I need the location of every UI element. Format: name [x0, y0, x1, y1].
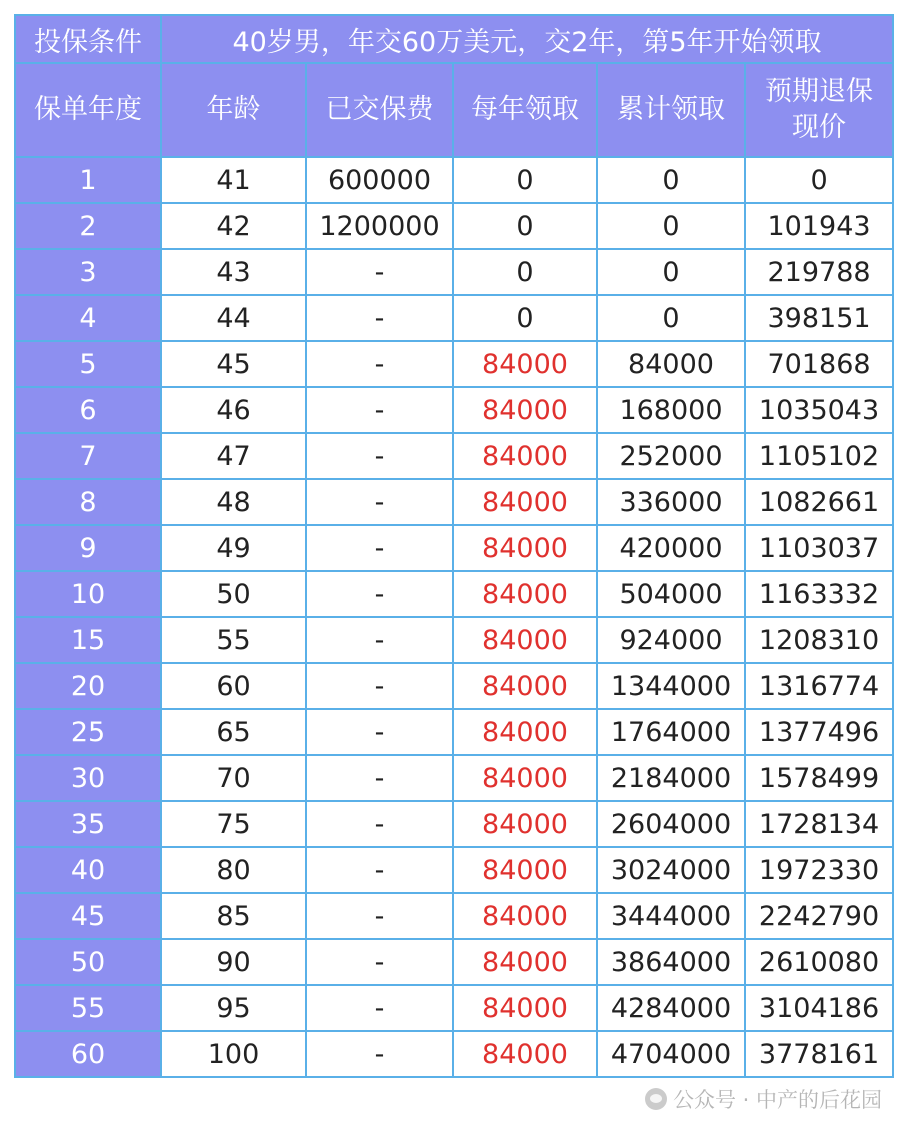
cell-policy-year: 45	[15, 893, 161, 939]
cell-age: 43	[161, 249, 306, 295]
cell-policy-year: 25	[15, 709, 161, 755]
cell-age: 85	[161, 893, 306, 939]
cell-cumulative-payout: 84000	[597, 341, 745, 387]
table-row	[15, 709, 893, 755]
cell-age: 80	[161, 847, 306, 893]
condition-value: 40岁男，年交60万美元，交2年，第5年开始领取	[161, 15, 893, 63]
cell-annual-payout: 84000	[453, 663, 597, 709]
cell-cumulative-payout: 2184000	[597, 755, 745, 801]
cell-age: 70	[161, 755, 306, 801]
watermark	[645, 1084, 882, 1114]
condition-row	[15, 15, 893, 63]
cell-cumulative-payout: 0	[597, 295, 745, 341]
cell-age: 60	[161, 663, 306, 709]
cell-premium-paid: -	[306, 295, 453, 341]
cell-surrender-value: 219788	[745, 249, 893, 295]
table-row	[15, 801, 893, 847]
cell-annual-payout: 84000	[453, 755, 597, 801]
cell-surrender-value: 1082661	[745, 479, 893, 525]
cell-policy-year: 30	[15, 755, 161, 801]
cell-cumulative-payout: 252000	[597, 433, 745, 479]
header-surrender-value	[745, 63, 893, 157]
cell-age: 95	[161, 985, 306, 1031]
cell-premium-paid: -	[306, 249, 453, 295]
header-age: 年龄	[161, 63, 306, 157]
cell-cumulative-payout: 4704000	[597, 1031, 745, 1077]
cell-policy-year: 55	[15, 985, 161, 1031]
header-cumulative-payout: 累计领取	[597, 63, 745, 157]
cell-cumulative-payout: 336000	[597, 479, 745, 525]
cell-surrender-value: 1103037	[745, 525, 893, 571]
cell-age: 50	[161, 571, 306, 617]
cell-annual-payout: 84000	[453, 893, 597, 939]
cell-policy-year: 40	[15, 847, 161, 893]
cell-cumulative-payout: 1344000	[597, 663, 745, 709]
cell-cumulative-payout: 924000	[597, 617, 745, 663]
table-row	[15, 387, 893, 433]
table-row	[15, 985, 893, 1031]
cell-cumulative-payout: 4284000	[597, 985, 745, 1031]
table-row	[15, 433, 893, 479]
table-row	[15, 479, 893, 525]
cell-annual-payout: 84000	[453, 1031, 597, 1077]
cell-premium-paid: -	[306, 709, 453, 755]
cell-age: 48	[161, 479, 306, 525]
cell-age: 75	[161, 801, 306, 847]
wechat-icon	[645, 1088, 667, 1110]
table-row	[15, 663, 893, 709]
cell-annual-payout: 84000	[453, 341, 597, 387]
header-premium-paid: 已交保费	[306, 63, 453, 157]
cell-age: 45	[161, 341, 306, 387]
cell-policy-year: 15	[15, 617, 161, 663]
cell-age: 47	[161, 433, 306, 479]
cell-premium-paid: -	[306, 663, 453, 709]
header-surrender-value-line2: 现价	[792, 112, 847, 143]
cell-surrender-value: 3104186	[745, 985, 893, 1031]
cell-annual-payout: 0	[453, 157, 597, 203]
cell-policy-year: 20	[15, 663, 161, 709]
cell-annual-payout: 0	[453, 295, 597, 341]
cell-surrender-value: 101943	[745, 203, 893, 249]
cell-premium-paid: -	[306, 985, 453, 1031]
cell-policy-year: 2	[15, 203, 161, 249]
cell-policy-year: 6	[15, 387, 161, 433]
cell-cumulative-payout: 3864000	[597, 939, 745, 985]
cell-policy-year: 35	[15, 801, 161, 847]
cell-age: 100	[161, 1031, 306, 1077]
cell-premium-paid: -	[306, 755, 453, 801]
cell-policy-year: 60	[15, 1031, 161, 1077]
table-row	[15, 571, 893, 617]
cell-cumulative-payout: 0	[597, 157, 745, 203]
table-row	[15, 755, 893, 801]
header-annual-payout: 每年领取	[453, 63, 597, 157]
cell-policy-year: 1	[15, 157, 161, 203]
cell-premium-paid: -	[306, 341, 453, 387]
cell-age: 90	[161, 939, 306, 985]
cell-premium-paid: -	[306, 1031, 453, 1077]
cell-policy-year: 10	[15, 571, 161, 617]
cell-policy-year: 4	[15, 295, 161, 341]
table-row	[15, 1031, 893, 1077]
table-row	[15, 295, 893, 341]
cell-surrender-value: 1316774	[745, 663, 893, 709]
table-body	[15, 157, 893, 1077]
header-surrender-value-line1: 预期退保	[765, 76, 874, 107]
cell-age: 49	[161, 525, 306, 571]
cell-cumulative-payout: 3444000	[597, 893, 745, 939]
benefit-table-container	[14, 14, 892, 1078]
cell-premium-paid: -	[306, 479, 453, 525]
cell-surrender-value: 2242790	[745, 893, 893, 939]
cell-annual-payout: 84000	[453, 617, 597, 663]
cell-annual-payout: 84000	[453, 985, 597, 1031]
cell-premium-paid: -	[306, 433, 453, 479]
cell-policy-year: 5	[15, 341, 161, 387]
cell-annual-payout: 0	[453, 203, 597, 249]
cell-surrender-value: 1377496	[745, 709, 893, 755]
header-policy-year: 保单年度	[15, 63, 161, 157]
cell-surrender-value: 3778161	[745, 1031, 893, 1077]
cell-premium-paid: -	[306, 847, 453, 893]
header-row	[15, 63, 893, 157]
table-row	[15, 157, 893, 203]
cell-surrender-value: 1208310	[745, 617, 893, 663]
table-row	[15, 893, 893, 939]
cell-annual-payout: 84000	[453, 433, 597, 479]
cell-surrender-value: 2610080	[745, 939, 893, 985]
cell-cumulative-payout: 1764000	[597, 709, 745, 755]
cell-premium-paid: -	[306, 801, 453, 847]
cell-premium-paid: -	[306, 617, 453, 663]
cell-policy-year: 7	[15, 433, 161, 479]
cell-surrender-value: 398151	[745, 295, 893, 341]
cell-surrender-value: 1163332	[745, 571, 893, 617]
cell-annual-payout: 84000	[453, 525, 597, 571]
cell-age: 65	[161, 709, 306, 755]
cell-annual-payout: 84000	[453, 709, 597, 755]
table-row	[15, 617, 893, 663]
table-row	[15, 847, 893, 893]
cell-annual-payout: 84000	[453, 939, 597, 985]
cell-premium-paid: -	[306, 893, 453, 939]
cell-surrender-value: 1035043	[745, 387, 893, 433]
cell-cumulative-payout: 504000	[597, 571, 745, 617]
cell-cumulative-payout: 420000	[597, 525, 745, 571]
cell-surrender-value: 701868	[745, 341, 893, 387]
table-row	[15, 249, 893, 295]
cell-annual-payout: 0	[453, 249, 597, 295]
cell-cumulative-payout: 2604000	[597, 801, 745, 847]
cell-surrender-value: 1578499	[745, 755, 893, 801]
cell-surrender-value: 1972330	[745, 847, 893, 893]
cell-cumulative-payout: 3024000	[597, 847, 745, 893]
cell-age: 42	[161, 203, 306, 249]
cell-annual-payout: 84000	[453, 571, 597, 617]
cell-age: 44	[161, 295, 306, 341]
cell-premium-paid: 600000	[306, 157, 453, 203]
table-row	[15, 525, 893, 571]
cell-annual-payout: 84000	[453, 801, 597, 847]
cell-policy-year: 9	[15, 525, 161, 571]
cell-policy-year: 8	[15, 479, 161, 525]
cell-age: 41	[161, 157, 306, 203]
cell-cumulative-payout: 168000	[597, 387, 745, 433]
cell-surrender-value: 1728134	[745, 801, 893, 847]
cell-premium-paid: -	[306, 571, 453, 617]
watermark-text: 公众号 · 中产的后花园	[672, 1088, 882, 1112]
cell-age: 55	[161, 617, 306, 663]
cell-premium-paid: -	[306, 939, 453, 985]
cell-age: 46	[161, 387, 306, 433]
cell-cumulative-payout: 0	[597, 203, 745, 249]
cell-annual-payout: 84000	[453, 387, 597, 433]
cell-premium-paid: -	[306, 387, 453, 433]
table-row	[15, 939, 893, 985]
cell-surrender-value: 1105102	[745, 433, 893, 479]
cell-policy-year: 50	[15, 939, 161, 985]
table-row	[15, 203, 893, 249]
cell-premium-paid: -	[306, 525, 453, 571]
benefit-table	[14, 14, 894, 1078]
cell-annual-payout: 84000	[453, 479, 597, 525]
cell-premium-paid: 1200000	[306, 203, 453, 249]
table-row	[15, 341, 893, 387]
cell-policy-year: 3	[15, 249, 161, 295]
cell-annual-payout: 84000	[453, 847, 597, 893]
cell-surrender-value: 0	[745, 157, 893, 203]
condition-label: 投保条件	[15, 15, 161, 63]
cell-cumulative-payout: 0	[597, 249, 745, 295]
